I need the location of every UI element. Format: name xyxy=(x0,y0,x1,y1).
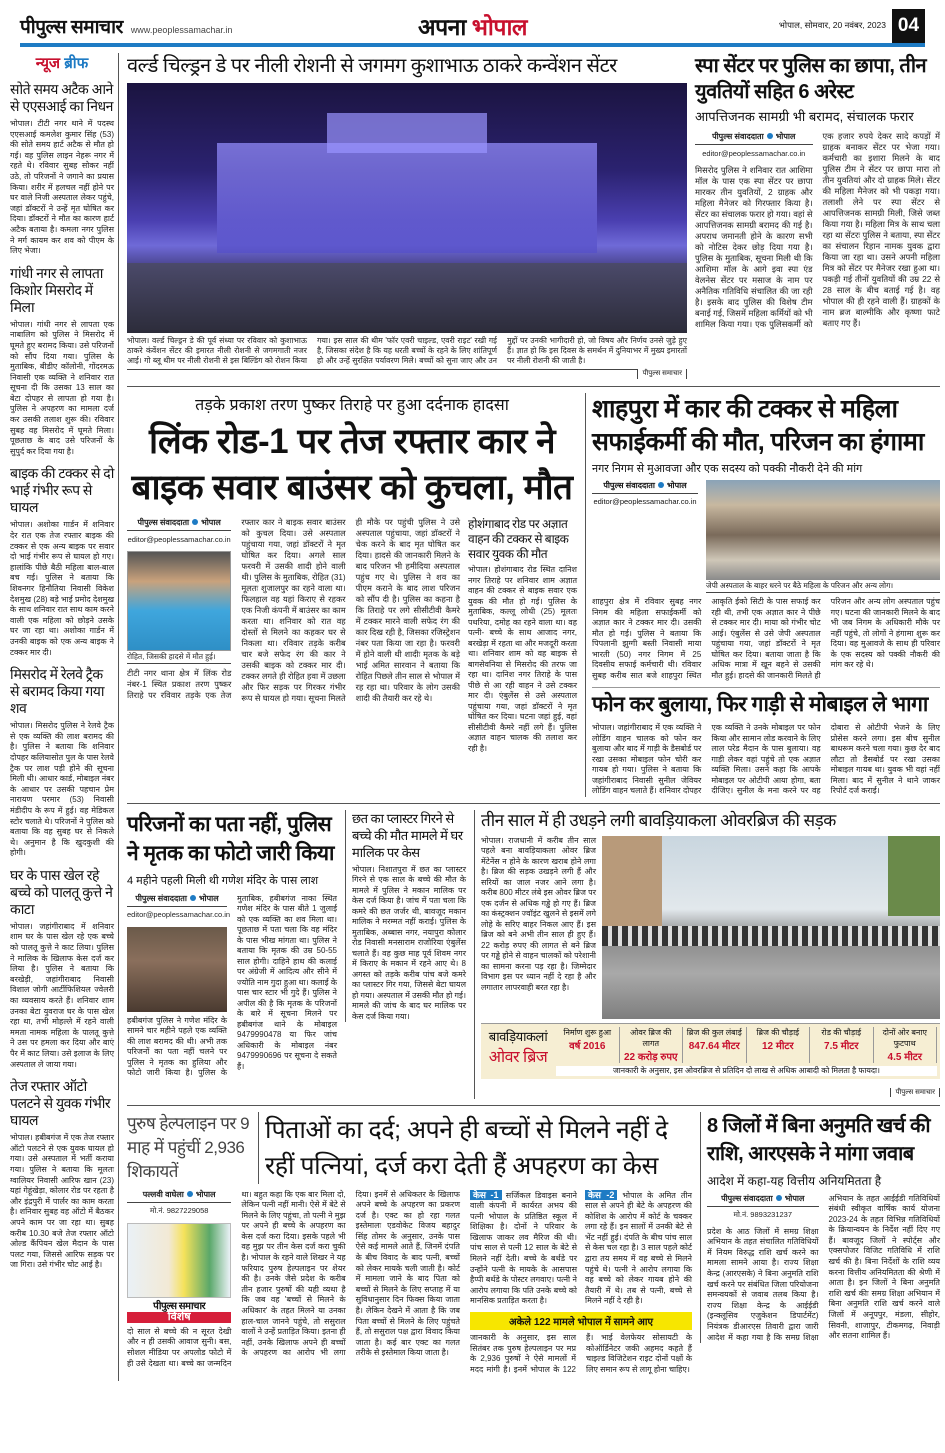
byline-author: पीपुल्स संवाददाता xyxy=(721,1193,773,1203)
helpline-story xyxy=(127,1112,692,1376)
phone-story xyxy=(592,687,940,797)
shahpura-column xyxy=(585,393,940,797)
link-road-text: टीटी नगर थाना क्षेत्र में लिंक रोड नंबर-1 स्थित प्रकाश तरण पुष्कर तिराहे पर रविवार तड़के एक तेज रफ्तार कार ने बाइक सवार बाउंसर को कुचल दिया। उसे अस्पताल पहुंचाया गया, जहां डॉक्टरों ने मृत घोषित कर दिया। अगले साल फरवरी में उसकी शादी होने वाली थी। पुलिस के मुताबिक, रोहित (31) मूलतः शुजालपुर का रहने वाला था। फिलहाल वह यहां किराए से रहकर एक निजी कंपनी में बाउंसर का काम करता था। शनिवार को रात वह दोस्तों से मिलने का कहकर घर से निकला था। रविवार तड़के करीब चार बजे सफेद रंग की कार ने उसकी बाइक को टक्कर मार दी। टक्कर लगते ही रोहित हवा में उछला और फिर सड़क पर गिरकर गंभीर रूप से घायल हो गया। सूचना मिलते ही मौके पर पहुंची पुलिस ने उसे अस्पताल पहुंचाया, जहां डॉक्टरों ने चेक करने के बाद मृत घोषित कर दिया। हादसे की जानकारी मिलने के बाद परिजन भी हमीदिया अस्पताल पहुंच गए थे। पुलिस ने शव का पीएम कराने के बाद लाश परिजन को सौंप दी है। पुलिस का कहना है कि तिराहे पर लगे सीसीटीवी कैमरे में टक्कर मारने वाली सफेद रंग की कार दिख रही है, जिसका रजिस्ट्रेशन नंबर पता किया जा रहा है। फरवरी में होने वाली थी शादीः मृतक के बड़े भाई अमित सारवान ने बताया कि रोहित पिछले तीन साल से भोपाल में रह रहा था। परिवार के लोग उसकी शादी की तैयारी कर रहे थे। xyxy=(127,518,460,703)
rsk-text: प्रदेश के आठ जिलों में समग्र शिक्षा अभियान के तहत संचालित गतिविधियों में नियम विरुद्ध राशि खर्च करने का मामला सामने आया है। राज्य शिक्षा केन्द्र (आरएसके) ने बिना अनुमति राशि खर्च करने पर संबंधित जिला परियोजना समन्वयकों से जवाब तलब किया है। राज्य शिक्षा केन्द्र के आईईडी (इन्क्लूसिव एजुकेशन डिपार्टमेंट) नियंत्रक डीआरएस तिवारी द्वारा जारी आदेश में कहा गया है कि समग्र शिक्षा अभियान के तहत आईईडी गतिविधियों संबंधी स्वीकृत वार्षिक कार्य योजना 2023-24 के तहत विभिन्न गतिविधियों के क्रियान्वयन के निर्देश नहीं दिए गए हैं। बावजूद जिलों ने स्पोर्ट्स और एक्सपोजर विजिट गतिविधि में राशि खर्च की है। बिना निर्देशों के राशि व्यय करना वित्तीय अनियमितता की श्रेणी में आता है। इन जिलों ने बिना अनुमति राशि खर्च कीः समग्र शिक्षा अभियान में बिना अनुमति राशि खर्च करने वाले जिलों में अनूपपुर, मंडला, सीहोर, सिवनी, शाजापुर, टीकमगढ़, निवाड़ी और सतना शामिल हैं। xyxy=(707,1193,940,1342)
helpline-headline: पिताओं का दर्द; अपने ही बच्चों से मिलने नहीं दे रहीं पत्नियां, दर्ज करा देती हैं अपहरण का केस xyxy=(258,1112,692,1184)
victim-figure xyxy=(127,551,231,664)
band-bottom xyxy=(127,1106,940,1382)
masthead-logo: पीपुल्स समाचार xyxy=(20,16,123,38)
banner-text: जानकारी के अनुसार, इस साल सितंबर तक पुरुष हेल्पलाइन पर मप्र के 2,936 पुरुषों ने ऐसे मामलों में मदद मांगी है। इनमें भोपाल के 122 हैं। भाई वेलफेयर सोसायटी के कोऑर्डिनेटर जकी अहमद कहते हैं चाइल्ड विजिटेशन राइट दोनों पक्षों के लिए समान रूप से लागू होना चाहिए। xyxy=(470,1333,692,1374)
link-road-story xyxy=(127,393,577,754)
byline-place: भोपाल xyxy=(195,1189,216,1199)
email: editor@peoplessamachar.co.in xyxy=(127,535,231,544)
reporter-phone: मो.नं. 9893231237 xyxy=(733,1210,793,1220)
brief-list xyxy=(10,81,114,1271)
brief-text: भोपाल। टीटी नगर थाने में पदस्थ एएसआई कमलेश कुमार सिंह (53) की सोते समय हार्ट अटैक से मौत हो गई। वह पुलिस लाइन नेहरू नगर में रहते थे। रविवार सुबह सोकर नहीं उठे, तो परिजनों ने जगाने का प्रयास किया। शरीर में हलचल नहीं होने पर घर वाले निजी अस्पताल लेकर पहुंचे, जहां डॉक्टरों ने उन्हें मृत घोषित कर दिया। डॉक्टरों ने मौत का कारण हार्ट अटैक बताया है। कमला नगर पुलिस ने मर्ग कायम कर शव को पीएम के लिए भेजा। xyxy=(10,119,114,256)
spa-story xyxy=(695,53,940,330)
hoshangabad-text: भोपाल। होशंगाबाद रोड स्थित दानिश नगर तिराहे पर शनिवार शाम अज्ञात वाहन की टक्कर से बाइक सवार एक युवक की मौत हो गई। पुलिस के मुताबिक, कल्लू लोधी (25) मूलतः पथरिया, दमोह का रहने वाला था। वह पत्नी- बच्चे के साथ आजाद नगर, बरखेड़ा में रहता था और मजदूरी करता था। शनिवार शाम को वह बाइक से बागसेवनिया से मिसरोद की तरफ जा रहा था। दानिश नगर तिराहे के पास पीछे से आ रही वाहन ने उसे टक्कर मार दी। एंबुलेंस से उसे अस्पताल पहुंचाया गया, जहां डॉक्टरों ने मृत घोषित कर दिया। घटना जहां हुई, वहां सीसीटीवी कैमरे नहीं लगे हैं। पुलिस अज्ञात वाहन चालक की तलाश कर रही है। xyxy=(468,565,577,753)
facts-box-title xyxy=(484,1027,552,1067)
brief-text: भोपाल। हबीबगंज में एक तेज रफ्तार ऑटो पलटने से एक युवक घायल हो गया। उसे अस्पताल में भर्ती कराया गया। पुलिस ने बताया कि मूलतः ग्वालियर निवासी आरिफ खान (23) यहां गेहूंखेड़ा, कोलार रोड पर रहता है और इंद्रपुरी में पार्लर का काम करता है। शनिवार सुबह वह ऑटो में बैठकर अपने काम पर जा रहा था। सुबह करीब 10.30 बजे तेज रफ्तार ऑटो ओल्ड कैंपियन खेल मैदान के पास पलट गया, जिससे आरिफ सड़क पर जा गिरा। उसे गंभीर चोट आई है। xyxy=(10,1133,114,1270)
victim-photo xyxy=(127,551,231,651)
special-logo: पीपुल्स समाचार xyxy=(153,1300,206,1312)
brief-headline: सोते समय अटैक आने से एएसआई का निधन xyxy=(10,81,113,114)
email: editor@peoplessamachar.co.in xyxy=(127,910,231,919)
convention-center-photo xyxy=(127,83,687,333)
helpline-text: दो साल से बच्चे की न सूरत देखी और न ही उसकी आवाज सुनी। बस, सोशल मीडिया पर अपलोड फोटो में ही उसे देखता था। बच्चे का जन्मदिन था। बहुत कहा कि एक बार मिला दो, लेकिन पत्नी नहीं मानी। ऐसे में बेटे से मिलने के लिए पहुंचा, तो पत्नी ने मुझ पर अपने ही बच्चे के अपहरण का केस दर्ज करा दिया। इसके पहले भी वह मुझ पर तीन केस दर्ज करा चुकी है। भोपाल के रहने वाले शिखर ने यह फरियाद पुरुष हेल्पलाइन पर शेयर की है। उनके जैसे प्रदेश के करीब तीन हजार पुरुषों की यही व्यथा है कि जब वह 'बच्चों से मिलने के अधिकार' के तहत मिलने या उनका हाल-चाल जानने पहुंचे, तो ससुराल वालों ने उन्हें प्रताड़ित किया। इतना ही नहीं, उनके खिलाफ अपने ही बच्चों के अपहरण का आरोप भी लगा दिया। इनमें से अधिकतर के खिलाफ अपने बच्चे के अपहरण का प्रकरण दर्ज है। एक्ट का हो रहा गलत इस्तेमालः एडवोकेट विजय बहादुर सिंह तोमर के अनुसार, उनके पास ऐसे कई मामले आते हैं, जिनमें दंपति के बीच विवाद के बाद पत्नी, बच्चों को लेकर मायके चली जाती है। कोर्ट में मामला जाने के बाद पिता को बच्चों से मिलने के लिए सप्ताह में या सुविधानुसार दिन फिक्स किया जाता है। लेकिन देखने में आता है कि जब पिता बच्चों से मिलने के लिए पहुंचते हैं, तो ससुराल पक्ष द्वारा विवाद किया जाता है। कई बार एक्ट का गलत तरीके से इस्तेमाल किया जाता है। xyxy=(127,1189,460,1368)
hoshangabad-headline: होशंगाबाद रोड पर अज्ञात वाहन की टक्कर से बाइक सवार युवक की मौत xyxy=(468,517,569,561)
overbridge-headline: तीन साल में ही उधड़ने लगी बावड़ियाकला ओवरब्रिज की सड़क xyxy=(481,810,836,830)
masthead xyxy=(20,8,925,43)
dot-icon xyxy=(190,895,196,901)
chhat-headline: छत का प्लास्टर गिरने से बच्चे की मौत मामले में घर मालिक पर केस xyxy=(352,810,463,860)
spa-text: मिसरोद पुलिस ने शनिवार रात आशिमा मॉल के पास एक स्पा सेंटर पर छापा मारकर तीन युवतियों, 2 ग्राहक और महिला मैनेजर को गिरफ्तार किया है। सेंटर का संचालक फरार हो गया। वहां से आपत्तिजनक सामग्री बरामद की गई है। अपराध जमानती होने के कारण सभी को नोटिस देकर छोड़ दिया गया है। पुलिस के मुताबिक, सूचना मिली थी कि आशिमा मॉल के आगे इवा स्पा एंड वेलनेस सेंटर पर मसाज के नाम पर अनैतिक गतिविधि संचालित की जा रही है। इसके बाद पुलिस की विशेष टीम बनाई गई, जिसमें महिला कर्मियों को भी शामिल किया गया। एक पुलिसकर्मी को एक हजार रुपये देकर सादे कपड़ों में ग्राहक बनाकर सेंटर पर भेजा गया। कर्मचारी का इशारा मिलने के बाद पुलिस टीम ने सेंटर पर छापा मारा तो तीन युवतियां और दो ग्राहक मिले। सेंटर की महिला मैनेजर को भी पकड़ा गया। तलाशी लेने पर स्पा सेंटर से आपत्तिजनक सामग्री मिली, जिसे जब्त किया गया है। महिला मित्र के साथ चला रहा था सेंटरः पुलिस ने बताया, स्पा सेंटर का संचालन रिहान नामक युवक द्वारा किया जा रहा था। उसने अपनी महिला मित्र को सेंटर पर मैनेजर रखा हुआ था। पकड़ी गई तीनों युवतियों की उम्र 22 से 28 साल के बीच बताई गई है। वह भोपाल की ही रहने वाली हैं। ग्राहकों के नाम ब्रज बाल्मीकि और कृष्णा फाटे बताए गए हैं। xyxy=(695,131,940,329)
fact-stat xyxy=(556,1027,620,1063)
byline xyxy=(127,894,227,908)
fact-label: रोड की चौड़ाई xyxy=(821,1027,862,1037)
dot-icon xyxy=(187,1191,193,1197)
spa-body xyxy=(695,131,940,330)
brief-headline: घर के पास खेल रहे बच्चे को पालतू कुत्ते ने काटा xyxy=(10,866,113,917)
email: editor@peoplessamachar.co.in xyxy=(593,497,697,506)
phone-headline: फोन कर बुलाया, फिर गाड़ी से मोबाइल ले भागा xyxy=(592,693,928,716)
dateline: भोपाल, सोमवार, 20 नवंबर, 2023 xyxy=(778,20,886,30)
brief-headline: तेज रफ्तार ऑटो पलटने से युवक गंभीर घायल xyxy=(10,1078,111,1129)
case-2-label: केस -2 xyxy=(585,1190,617,1200)
fact-stat xyxy=(620,1027,684,1063)
facts-title-1: बावड़ियाकलां xyxy=(488,1028,548,1044)
brief-text: भोपाल। अशोका गार्डन में शनिवार देर रात एक तेज रफ्तार बाइक की टक्कर से एक अन्य बाइक पर सवार दो भाई गंभीर रूप से घायल हो गए। हालांकि पीछे बैठी महिला बाल-बाल बच गई। पुलिस ने बताया कि शिवनगर हिनौतिया निवासी विकेश देशमुख (28) बड़े भाई प्रमोद देशमुख के साथ शनिवार रात साथ काम करने वाली एक महिला को छोड़ने उसके घर जा रहा था। अशोका गार्डन में उनकी बाइक को एक अन्य बाइक ने टक्कर मार दी। xyxy=(10,520,114,657)
shahpura-headline: शाहपुरा में कार की टक्कर से महिला सफाईकर्मी की मौत, परिजन का हंगामा xyxy=(592,395,924,456)
fact-value: 4.5 मीटर xyxy=(887,1051,922,1063)
spa-subhead: आपत्तिजनक सामग्री भी बरामद, संचालक फरार xyxy=(695,109,914,124)
fact-label: निर्माण शुरू हुआ xyxy=(563,1027,612,1037)
band-top xyxy=(127,53,940,387)
parijan-headline: परिजनों का पता नहीं, पुलिस ने मृतक का फोटो जारी किया xyxy=(127,812,334,865)
parijan-body xyxy=(127,894,337,1079)
byline-author: पीपुल्स संवाददाता xyxy=(712,132,764,141)
protest-figure xyxy=(706,480,940,593)
overbridge-facts-box xyxy=(481,1023,940,1079)
masthead-website: www.peoplessamachar.in xyxy=(130,24,233,35)
section-title-1: अपना xyxy=(418,13,466,40)
rsk-story xyxy=(700,1112,940,1344)
rsk-subhead: आदेश में कहा-यह वित्तीय अनियमितता है xyxy=(707,1173,882,1188)
band-second xyxy=(127,387,940,804)
link-road-headline: लिंक रोड-1 पर तेज रफ्तार कार ने बाइक सवार बाउंसर को कुचला, मौत xyxy=(131,422,573,507)
byline-author: पीपुल्स संवाददाता xyxy=(135,893,187,903)
deceased-photo xyxy=(127,927,227,1012)
section-title-2: भोपाल xyxy=(471,13,527,40)
main-area xyxy=(118,53,940,1381)
fact-value: वर्ष 2016 xyxy=(569,1040,606,1052)
chhat-story xyxy=(345,810,466,1023)
brief-headline: बाइक की टक्कर से दो भाई गंभीर रूप से घायल xyxy=(10,465,114,516)
rsk-body xyxy=(707,1194,940,1344)
photo-credit: पीपुल्स समाचार xyxy=(890,1088,940,1097)
dot-icon xyxy=(192,519,198,525)
news-brief-column xyxy=(10,53,118,1271)
case-1-label: केस -1 xyxy=(470,1190,502,1200)
case-2-text: भोपाल के अमित तीन साल से अपने ही बेटे के अपहरण की कोशिश के आरोप में कोर्ट के चक्कर लगा रहे हैं। इन सालों में उनकी बेटे से भेंट नहीं हुई। दंपति के बीच पांच साल से केस चल रहा है। 3 साल पहले कोर्ट द्वारा तय समय में वह बच्चे से मिलने पहुंचे थे। पत्नी ने आरोप लगाया कि वह बच्चे को लेकर गायब होने की तैयारी में थे। तब से पत्नी, बच्चे से मिलने नहीं दे रही है। xyxy=(585,1190,692,1306)
byline-author: पल्लवी वाघेला xyxy=(142,1189,184,1199)
page-number: 04 xyxy=(892,9,925,43)
byline xyxy=(707,1194,819,1208)
section-title xyxy=(418,10,527,42)
news-brief-title xyxy=(10,53,114,73)
facts-stats xyxy=(556,1027,937,1063)
hoshangabad-story xyxy=(468,517,577,754)
brief-text: भोपाल। गांधी नगर से लापता एक नाबालिग को पुलिस ने मिसरोद में घूमते हुए बरामद किया। उसे परिजनों को सौंप दिया गया। पुलिस के मुताबिक, बीडीए कॉलोनी, गोंदरमऊ निवासी एक व्यक्ति ने शनिवार रात सूचना दी कि उसका 13 साल का बेटा दोपहर से लापता हो गया है। पुलिस ने अपहरण का मामला दर्ज कर उसकी तलाश शुरू की। रविवार सुबह वह मिसरोद में घूमते मिला। पूछताछ के बाद उसे परिजनों के सुपुर्द कर दिया गया है। xyxy=(10,319,114,456)
bhopal-cases-banner: अकेले 122 मामले भोपाल में सामने आए xyxy=(470,1312,692,1330)
special-badge xyxy=(127,1302,231,1323)
facts-title-2: ओवर ब्रिज xyxy=(488,1048,548,1066)
phone-text: भोपाल। जहांगीराबाद में एक व्यक्ति ने लोडिंग वाहन चालक को फोन कर बुलाया और बाद में गाड़ी के डैसबोर्ड पर रखा उसका मोबाइल फोन चोरी कर गायब हो गया। पुलिस ने बताया कि जहांगीराबाद निवासी सुनील जेवियर लोडिंग वाहन चलाते हैं। शनिवार दोपहर एक व्यक्ति ने उनके मोबाइल पर फोन किया और सामान लोड करवाने के लिए लाल परेड मैदान के पास बुलाया। वह गाड़ी लेकर वहां पहुंचे तो एक अज्ञात व्यक्ति मिला। उसने कहा कि आपके मोबाइल पर ओटीपी आया होगा, बता दीजिए। सुनील के मना करने पर वह दोबारा से ओटीपी भेजने के लिए प्रोसेस करने लगा। इस बीच सुनील बाथरूम करने चला गया। कुछ देर बाद लौटा तो डैसबोर्ड पर रखा उसका मोबाइल गायब था। युवक भी वहां नहीं मिला। बाद में सुनील ने थाने जाकर रिपोर्ट दर्ज कराई। xyxy=(592,723,940,795)
masthead-rule xyxy=(20,43,925,47)
byline xyxy=(695,131,813,145)
fact-value: 847.64 मीटर xyxy=(688,1040,740,1052)
fact-value: 22 करोड़ रुपए xyxy=(623,1051,678,1063)
victim-photo-caption: रोहित, जिसकी हादसे में मौत हुई। xyxy=(127,651,231,664)
byline-place: भोपाल xyxy=(666,481,687,490)
rsk-headline: 8 जिलों में बिना अनुमति खर्च की राशि, आरएसके ने मांगा जवाब xyxy=(707,1114,931,1165)
parijan-subhead: 4 महीने पहली मिली थी गणेश मंदिर के पास लाश xyxy=(127,874,319,887)
brief-title-1: न्यूज xyxy=(35,55,61,72)
link-road-kicker: तड़के प्रकाश तरण पुष्कर तिराहे पर हुआ दर्दनाक हादसा xyxy=(195,397,509,414)
reporter-phone: मो.नं. 9827229058 xyxy=(149,1206,209,1216)
link-road-body xyxy=(127,517,460,704)
overbridge-photo xyxy=(602,836,940,1019)
chhat-text: भोपाल। निशातपुरा में छत का प्लास्टर गिरने से एक साल के बच्चे की मौत के मामले में पुलिस ने मकान मालिक पर केस दर्ज किया है। जांच में पता चला कि कमरे की छत जर्जर थी, बावजूद मकान मालिक ने मरम्मत नहीं कराई। पुलिस के मुताबिक, अब्बास नगर, नयापुरा कोलार रोड निवासी मनसाराम राजोरिया एंबुलेंस चलाते हैं। वह कुछ माह पूर्व शिवम नगर में किराए के मकान में रहने आए थे। 8 अगस्त को तड़के करीब पांच बजे कमरे का प्लास्टर गिर गया, जिससे बेटा घायल हो गया। अस्पताल में उसकी मौत हो गई। मामले की जांच के बाद घर मालिक पर केस दर्ज किया गया। xyxy=(352,864,466,1021)
case-1 xyxy=(470,1190,577,1308)
email: editor@peoplessamachar.co.in xyxy=(702,149,806,158)
overbridge-text: भोपाल। राजधानी में करीब तीन साल पहले बना बावड़ियाकला ओवर ब्रिज मेंटेनेंस न होने के कारण खराब होने लगा है। ब्रिज की सड़क उखड़ने लगी हैं और सरियों का जाल नजर आने लगा है। करीब 800 मीटर लंबे इस ओवर ब्रिज पर एक दर्जन से अधिक गड्ढे हो गए हैं। ब्रिज का कंस्ट्रक्शन ज्वॉइंट खुलने से इसमें लगे लोहे के सरिए बाहर निकल आए हैं। इस ब्रिज को बने अभी तीन साल ही हुए हैं। 22 करोड़ रुपए की लागत से बने ब्रिज पर गड्ढे होने से वाहन चालकों को परेशानी का सामना करना पड़ रहा है। जिम्मेदार विभाग इस पर ध्यान नहीं दे रहा है और लगातार लापरवाही बरत रहा है। xyxy=(481,835,596,992)
byline-place: भोपाल xyxy=(775,132,796,141)
byline-place: भोपाल xyxy=(784,1193,805,1203)
shahpura-story xyxy=(592,393,940,681)
fact-stat xyxy=(683,1027,747,1063)
fact-stat xyxy=(874,1027,938,1063)
parijan-text: हबीबगंज पुलिस ने गणेश मंदिर के सामने चार महीने पहले एक व्यक्ति की लाश बरामद की थी। अभी तक परिजनों का पता नहीं चलने पर पुलिस ने मृतक का हुलिया और फोटो जारी किया है। पुलिस के मुताबिक, हबीबगंज नाका स्थित गणेश मंदिर के पास बीते 1 जुलाई को एक व्यक्ति का शव मिला था। पूछताछ में पता चला कि वह मंदिर के पास भीख मांगता था। पुलिस ने बताया कि मृतक की उम्र 50-55 साल होगी। दाहिने हाथ की कलाई पर अंग्रेजी में आदित्य और सीने में ज्योति नाम गुदा हुआ था। कलाई के पास चार स्टार भी गुदे हैं। पुलिस ने अपील की है कि मृतक के परिजनों के बारे में सूचना मिलने पर हबीबगंज थाने के मोबाइल 9479990478 या फिर जांच अधिकारी के मोबाइल नंबर 9479990696 पर सूचना दे सकते हैं। xyxy=(127,893,337,1077)
top-story-caption: भोपाल। वर्ल्ड चिल्ड्रन डे की पूर्व संध्या पर रविवार को कुशाभाऊ ठाकरे कंवेंशन सेंटर की इमारत नीली रोशनी से जगमगाती नजर आई। गो ब्लू थीम पर नीली रोशनी से इस बिल्डिंग को रोशन किया गया। इस साल की थीम 'फॉर एवरी चाइल्ड, एवरी राइट' रखी गई है, जिसका संदेश है कि यह धरती बच्चों के रहने के लिए शांतिपूर्ण हो और उन्हें सुरक्षित पर्यावरण मिले। बच्चों को सुना जाए और उन मुद्दों पर उनकी भागीदारी हो, जो विषय और निर्णय उनसे जुड़े हुए हैं। ज्ञात हो कि इस दिवस के समर्थन में दुनियाभर में मुख्य इमारतों पर नीली रोशनी की जाती है। xyxy=(127,336,687,365)
brief-title-2: ब्रीफ xyxy=(64,55,89,72)
overbridge-story xyxy=(474,810,940,1099)
brief-text: भोपाल। मिसरोद पुलिस ने रेलवे ट्रैक से एक व्यक्ति की लाश बरामद की है। पुलिस ने बताया कि शनिवार दोपहर कलियासोत पुल के पास रेलवे ट्रैक पर लाश पड़ी होने की सूचना मिली थी। आधार कार्ड, मोबाइल नंबर के आधार पर उसकी पहचान प्रेम नारायण परमार (53) निवासी मंडीदीप के रूप में हुई। वह मेडिकल स्टोर चलाते थे। परिजनों ने पुलिस को बताया कि वह सुबह घर से निकले थे। अनुमान है कि खुदकुशी की होगी। xyxy=(10,721,114,858)
case-boxes xyxy=(470,1190,692,1308)
case-1-text: सर्जिकल डिवाइस बनाने वाली कंपनी में कार्यरत अभय की पत्नी भोपाल के प्रतिष्ठित स्कूल में शिक्षिका है। दोनों ने परिवार के खिलाफ जाकर लव मैरिज की थी। पांच साल से पत्नी 12 साल के बेटे से मिलने नहीं देती। बच्चे के बर्थडे पर उन्होंने पत्नी के मायके के आसपास हैप्पी बर्थडे के पोस्टर लगवाए। पत्नी ने आरोप लगाया कि पति उनके बच्चे को मानसिक प्रताड़ित करता है। xyxy=(470,1190,577,1306)
spa-headline: स्पा सेंटर पर पुलिस का छापा, तीन युवतियों सहित 6 अरेस्ट xyxy=(695,55,927,103)
photo-credit: पीपुल्स समाचार xyxy=(637,369,687,379)
fact-stat xyxy=(810,1027,874,1063)
band-third xyxy=(127,804,940,1106)
helpline-side-headline: पुरुष हेल्पलाइन पर 9 माह में पहुंचीं 2,936 शिकायतें xyxy=(127,1113,250,1181)
brief-text: भोपाल। जहांगीराबाद में शनिवार शाम घर के पास खेल रहे एक बच्चे को पालतू कुत्ते ने काट लिया। पुलिस ने मालिक के खिलाफ केस दर्ज कर लिया है। पुलिस ने बताया कि बरखेड़ी, जहांगीराबाद निवासी विशाल जोगी आर्टीफिशियल ज्वेलरी का व्यवसाय करते हैं। शनिवार शाम उनका बेटा युवराज घर के पास खेल रहा था, तभी मोहल्ले में रहने वाली ममता नामक महिला के पालतू कुत्ते ने उस पर हमला कर दिया और बाएं पैर में काट लिया। उसे इलाज के लिए अस्पताल ले जाया गया। xyxy=(10,921,114,1069)
byline-place: भोपाल xyxy=(198,893,219,903)
fact-label: ब्रिज की चौड़ाई xyxy=(756,1027,800,1037)
brief-headline: गांधी नगर से लापता किशोर मिसरोद में मिला xyxy=(10,264,103,315)
fact-value: 12 मीटर xyxy=(761,1040,794,1052)
byline xyxy=(127,1190,231,1204)
page-body xyxy=(10,53,940,1381)
protest-photo-caption: जेपी अस्पताल के बाहर धरने पर बैठे महिला के परिजन और अन्य लोग। xyxy=(706,580,940,593)
case-2 xyxy=(585,1190,692,1308)
facts-note: जानकारी के अनुसार, इस ओवरब्रिज से प्रतिदिन दो लाख से अधिक आबादी को मिलता है फायदा। xyxy=(556,1066,937,1076)
shahpura-text: शाहपुरा क्षेत्र में रविवार सुबह नगर निगम की महिला सफाईकर्मी को अज्ञात कार ने टक्कर मार दी। उसकी मौत हो गई। पुलिस ने बताया कि पिपलानी झुग्गी बस्ती निवासी माया भारती (50) नगर निगम में 25 दिवसीय सफाई कर्मचारी थी। रविवार सुबह करीब सात बजे शाहपुरा स्थित आकृति ईको सिटी के पास सफाई कर रही थी, तभी एक अज्ञात कार ने पीछे से टक्कर मार दी। माया को गंभीर चोट आई। एंबुलेंस से उसे जेपी अस्पताल पहुंचाया गया, जहां डॉक्टरों ने मृत घोषित कर दिया। बताया जाता है कि अधिक मात्रा में खून बहने से उसकी मौत हुई। हादसे की जानकारी मिलते ही परिजन और अन्य लोग अस्पताल पहुंच गए। घटना की जानकारी मिलने के बाद भी जब निगम के अधिकारी मौके पर नहीं पहुंचे, तो लोगों ने हंगामा शुरू कर दिया। वह मुआवजे के साथ ही परिवार के एक सदस्य को पक्की नौकरी की मांग कर रहे थे। xyxy=(592,597,940,680)
dot-icon xyxy=(658,482,664,488)
special-label: विशेष xyxy=(127,1312,231,1323)
top-story-headline: वर्ल्ड चिल्ड्रन डे पर नीली रोशनी से जगमग कुशाभाऊ ठाकरे कन्वेंशन सेंटर xyxy=(127,55,617,77)
fact-value: 7.5 मीटर xyxy=(824,1040,859,1052)
fact-label: ओवर ब्रिज की लागत xyxy=(630,1027,672,1048)
fact-label: दोनों ओर बनाए फुटपाथ xyxy=(882,1027,927,1048)
byline xyxy=(127,517,231,531)
helpline-body xyxy=(127,1190,460,1370)
top-story xyxy=(127,53,687,380)
byline-author: पीपुल्स संवाददाता xyxy=(603,481,655,490)
byline xyxy=(592,480,698,494)
fact-stat xyxy=(747,1027,811,1063)
shahpura-subhead: नगर निगम से मुआवजा और एक सदस्य को पक्की नौकरी देने की मांग xyxy=(592,463,863,475)
brief-headline: मिसरोद में रेलवे ट्रैक से बरामद किया गया शव xyxy=(10,666,105,717)
fact-label: ब्रिज की कुल लंबाई xyxy=(686,1027,742,1037)
dot-icon xyxy=(776,1195,782,1201)
dot-icon xyxy=(767,133,773,139)
byline-place: भोपाल xyxy=(201,518,221,527)
byline-author: पीपुल्स संवाददाता xyxy=(137,518,190,527)
parijan-story xyxy=(127,810,337,1079)
protest-photo xyxy=(706,480,940,580)
cartoon-illustration xyxy=(127,1223,231,1298)
